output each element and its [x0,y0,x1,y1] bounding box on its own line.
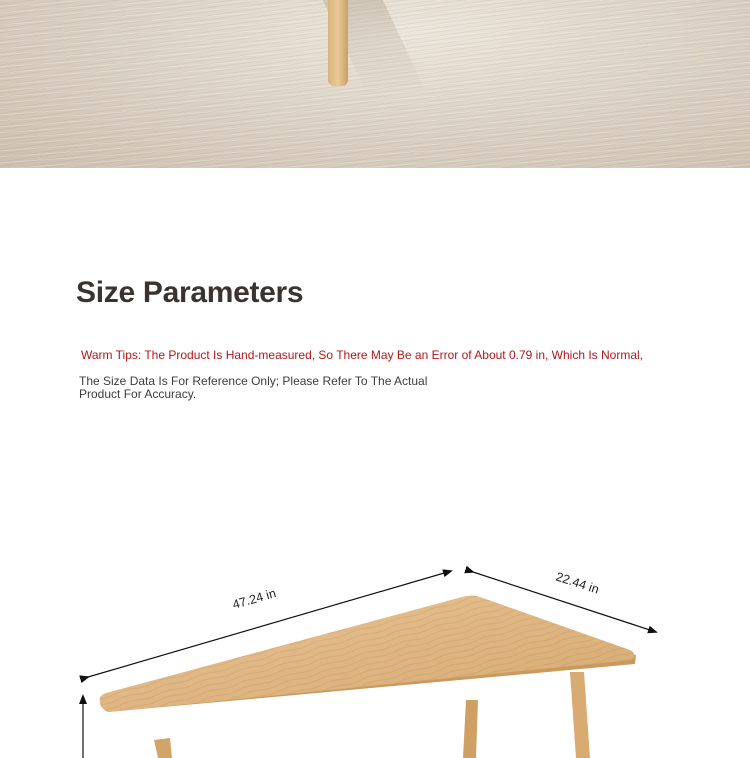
length-label: 47.24 in [230,586,278,612]
table-leg-back-right [570,672,590,758]
table-leg-front-left [154,738,172,758]
wooden-leg [328,0,348,86]
table-leg-back-left [463,700,478,758]
reference-note: The Size Data Is For Reference Only; Please Refer To The Actual Product For Accuracy. [79,374,428,401]
tabletop-grain [100,596,635,713]
width-label: 22.44 in [554,569,601,597]
carpet-photo [0,0,750,168]
page-title: Size Parameters [76,276,304,309]
table-size-diagram [0,540,750,758]
warm-tips-text: Warm Tips: The Product Is Hand-measured, So There May Be an Error of About 0.79 in, Which Is Normal, [81,348,644,362]
